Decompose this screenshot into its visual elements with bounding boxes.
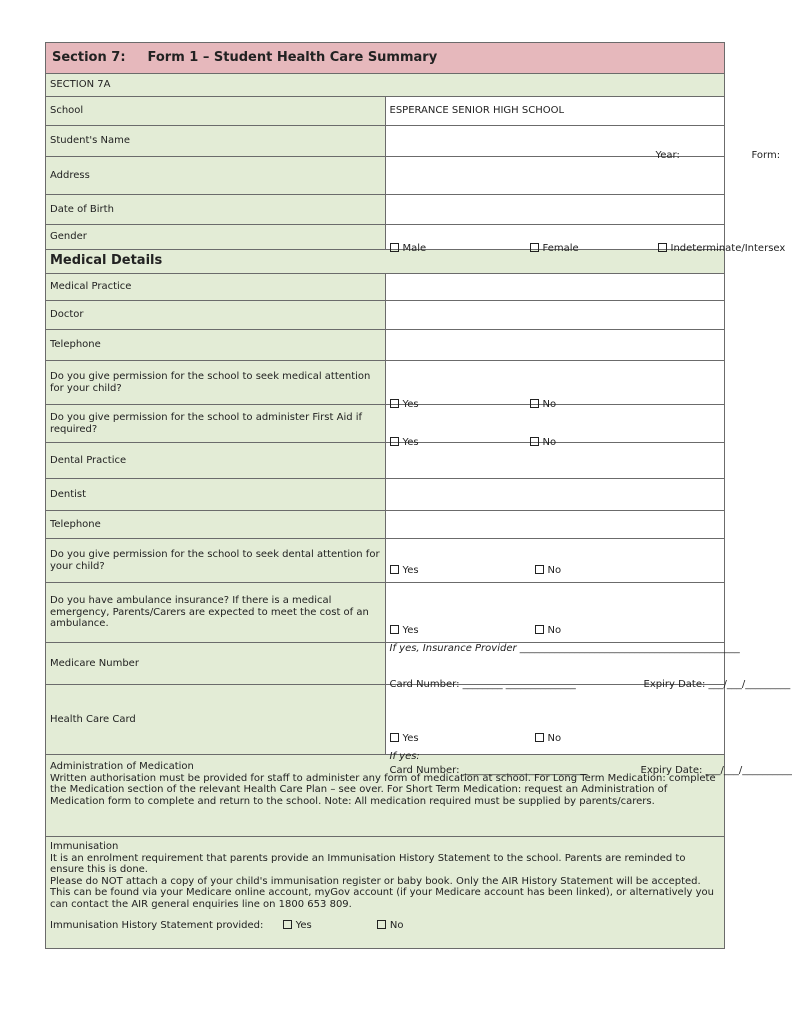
- dentist-label: Dentist: [46, 479, 386, 511]
- perm-firstaid-yes[interactable]: [390, 437, 419, 449]
- yes-label: Yes: [295, 920, 312, 931]
- gender-intersex-label: Indeterminate/Intersex: [670, 243, 786, 254]
- doctor-field[interactable]: [385, 301, 725, 330]
- dob-row: [46, 195, 725, 225]
- perm-dental-row: [46, 539, 725, 583]
- perm-dental-no[interactable]: [535, 565, 562, 577]
- ambulance-no[interactable]: [535, 625, 562, 637]
- admin-medication-block: [46, 755, 725, 837]
- school-label: School: [46, 97, 386, 126]
- checkbox-icon[interactable]: [658, 243, 667, 252]
- medicare-label: Medicare Number: [46, 643, 386, 685]
- dental-practice-row: [46, 443, 725, 479]
- doctor-row: [46, 301, 725, 330]
- admin-medication-row: [46, 755, 725, 837]
- perm-firstaid-label: Do you give permission for the school to administer First Aid if required?: [46, 405, 386, 443]
- dob-field[interactable]: [385, 195, 725, 225]
- checkbox-icon[interactable]: [390, 243, 399, 252]
- checkbox-icon[interactable]: [390, 399, 399, 408]
- immunisation-heading: Immunisation: [50, 841, 119, 852]
- no-label: No: [389, 920, 404, 931]
- telephone-1-row: [46, 330, 725, 361]
- title-row: [46, 43, 725, 74]
- health-care-card-yes[interactable]: [390, 733, 419, 745]
- checkbox-icon[interactable]: [390, 565, 399, 574]
- medicare-card-number[interactable]: Card Number: ________ ______________: [389, 678, 576, 690]
- dentist-row: [46, 479, 725, 511]
- doctor-label: Doctor: [46, 301, 386, 330]
- checkbox-icon[interactable]: [535, 625, 544, 634]
- dental-practice-label: Dental Practice: [46, 443, 386, 479]
- ambulance-options: [385, 583, 740, 654]
- gender-male-label: Male: [402, 243, 427, 254]
- perm-dental-options: [385, 539, 725, 583]
- section-7a-label: SECTION 7A: [46, 74, 725, 97]
- health-care-summary-form: [45, 42, 792, 949]
- checkbox-icon[interactable]: [530, 399, 539, 408]
- telephone-2-row: [46, 511, 725, 539]
- immunisation-yes[interactable]: [283, 920, 312, 931]
- ambulance-row: [46, 583, 725, 643]
- checkbox-icon[interactable]: [535, 565, 544, 574]
- medical-practice-field[interactable]: [385, 274, 725, 301]
- section-number: Section 7:: [52, 49, 126, 65]
- perm-medical-label: Do you give permission for the school to seek medical attention for your child?: [46, 361, 386, 405]
- perm-medical-row: [46, 361, 725, 405]
- gender-options: [385, 225, 786, 254]
- immunisation-block: [46, 837, 725, 949]
- if-yes-label: If yes:: [389, 750, 420, 762]
- year-label: Year:: [655, 150, 680, 161]
- yes-label: Yes: [402, 624, 419, 636]
- no-label: No: [547, 564, 562, 576]
- school-value[interactable]: ESPERANCE SENIOR HIGH SCHOOL: [385, 97, 725, 126]
- no-label: No: [542, 436, 557, 448]
- immunisation-statement-line: [50, 920, 720, 932]
- form-label: Form:: [751, 150, 781, 161]
- medical-details-heading: Medical Details: [46, 250, 725, 274]
- telephone-2-field[interactable]: [385, 511, 725, 539]
- address-field[interactable]: [385, 157, 725, 195]
- health-care-card-expiry[interactable]: Expiry Date: ___/___/__________: [640, 764, 792, 776]
- perm-medical-options: [385, 361, 725, 410]
- dentist-field[interactable]: [385, 479, 725, 511]
- health-care-card-row: [46, 685, 725, 755]
- address-label: Address: [46, 157, 386, 195]
- gender-female-label: Female: [542, 243, 579, 254]
- medicare-expiry-date[interactable]: Expiry Date: ___/___/_________: [643, 678, 791, 690]
- perm-dental-yes[interactable]: [390, 565, 419, 577]
- yes-label: Yes: [402, 398, 419, 410]
- school-row: [46, 97, 725, 126]
- ambulance-yes[interactable]: [390, 625, 419, 637]
- perm-firstaid-options: [385, 405, 725, 448]
- gender-row: [46, 225, 725, 250]
- checkbox-icon[interactable]: [377, 920, 386, 929]
- telephone-1-field[interactable]: [385, 330, 725, 361]
- health-care-card-no[interactable]: [535, 733, 562, 745]
- gender-label: Gender: [46, 225, 386, 250]
- admin-medication-text: Written authorisation must be provided for staff to administer any form of medication at school. For Long Term Medication: complete the Medication section of the relevant Health Care Plan – see over. For Short Term Medication: request an Administration of Medication form to complete and return to the school. Note: All medication required must be supplied by parents/carers.: [50, 772, 716, 807]
- immunisation-no[interactable]: [377, 920, 404, 931]
- health-care-card-number[interactable]: Card Number: _________________________: [389, 764, 588, 776]
- immunisation-text-2: Please do NOT attach a copy of your child's immunisation register or baby book. Only the AIR History Statement will be accepted. This can be found via your Medicare online account, myGov account (if your Medicare account has been linked), or alternatively you can contact the AIR general enquiries line on 1800 653 809.: [50, 875, 714, 910]
- section-7a-row: [46, 74, 725, 97]
- checkbox-icon[interactable]: [283, 920, 292, 929]
- medical-heading-row: [46, 250, 725, 274]
- checkbox-icon[interactable]: [390, 733, 399, 742]
- perm-firstaid-no[interactable]: [530, 437, 557, 449]
- gender-female-option[interactable]: [530, 243, 579, 255]
- no-label: No: [542, 398, 557, 410]
- yes-label: Yes: [402, 732, 419, 744]
- form-title-text: Form 1 – Student Health Care Summary: [147, 49, 438, 65]
- insurance-provider-field[interactable]: If yes, Insurance Provider ____________________________________________: [389, 642, 740, 654]
- perm-medical-yes[interactable]: [390, 399, 419, 411]
- telephone-1-label: Telephone: [46, 330, 386, 361]
- gender-male-option[interactable]: [390, 243, 427, 255]
- perm-dental-label: Do you give permission for the school to seek dental attention for your child?: [46, 539, 386, 583]
- ambulance-label: Do you have ambulance insurance? If there is a medical emergency, Parents/Carers are expected to meet the cost of an ambulance.: [46, 583, 386, 643]
- medical-practice-row: [46, 274, 725, 301]
- checkbox-icon[interactable]: [530, 437, 539, 446]
- immunisation-text-1: It is an enrolment requirement that parents provide an Immunisation History Statement to the school. Parents are reminded to ensure this is done.: [50, 852, 686, 875]
- admin-medication-heading: Administration of Medication: [50, 761, 194, 772]
- dob-label: Date of Birth: [46, 195, 386, 225]
- gender-intersex-option[interactable]: [658, 243, 786, 255]
- perm-medical-no[interactable]: [530, 399, 557, 411]
- checkbox-icon[interactable]: [535, 733, 544, 742]
- student-name-label: Student's Name: [46, 126, 386, 157]
- yes-label: Yes: [402, 436, 419, 448]
- form-title: [46, 43, 725, 74]
- yes-label: Yes: [402, 564, 419, 576]
- immunisation-statement-label: Immunisation History Statement provided:: [50, 920, 264, 931]
- checkbox-icon[interactable]: [390, 625, 399, 634]
- checkbox-icon[interactable]: [530, 243, 539, 252]
- telephone-2-label: Telephone: [46, 511, 386, 539]
- address-row: [46, 157, 725, 195]
- no-label: No: [547, 624, 562, 636]
- student-name-field[interactable]: [385, 126, 781, 161]
- health-care-card-fields: [385, 685, 792, 776]
- medical-practice-label: Medical Practice: [46, 274, 386, 301]
- student-name-row: [46, 126, 725, 157]
- health-care-card-label: Health Care Card: [46, 685, 386, 755]
- checkbox-icon[interactable]: [390, 437, 399, 446]
- perm-firstaid-row: [46, 405, 725, 443]
- immunisation-row: [46, 837, 725, 949]
- no-label: No: [547, 732, 562, 744]
